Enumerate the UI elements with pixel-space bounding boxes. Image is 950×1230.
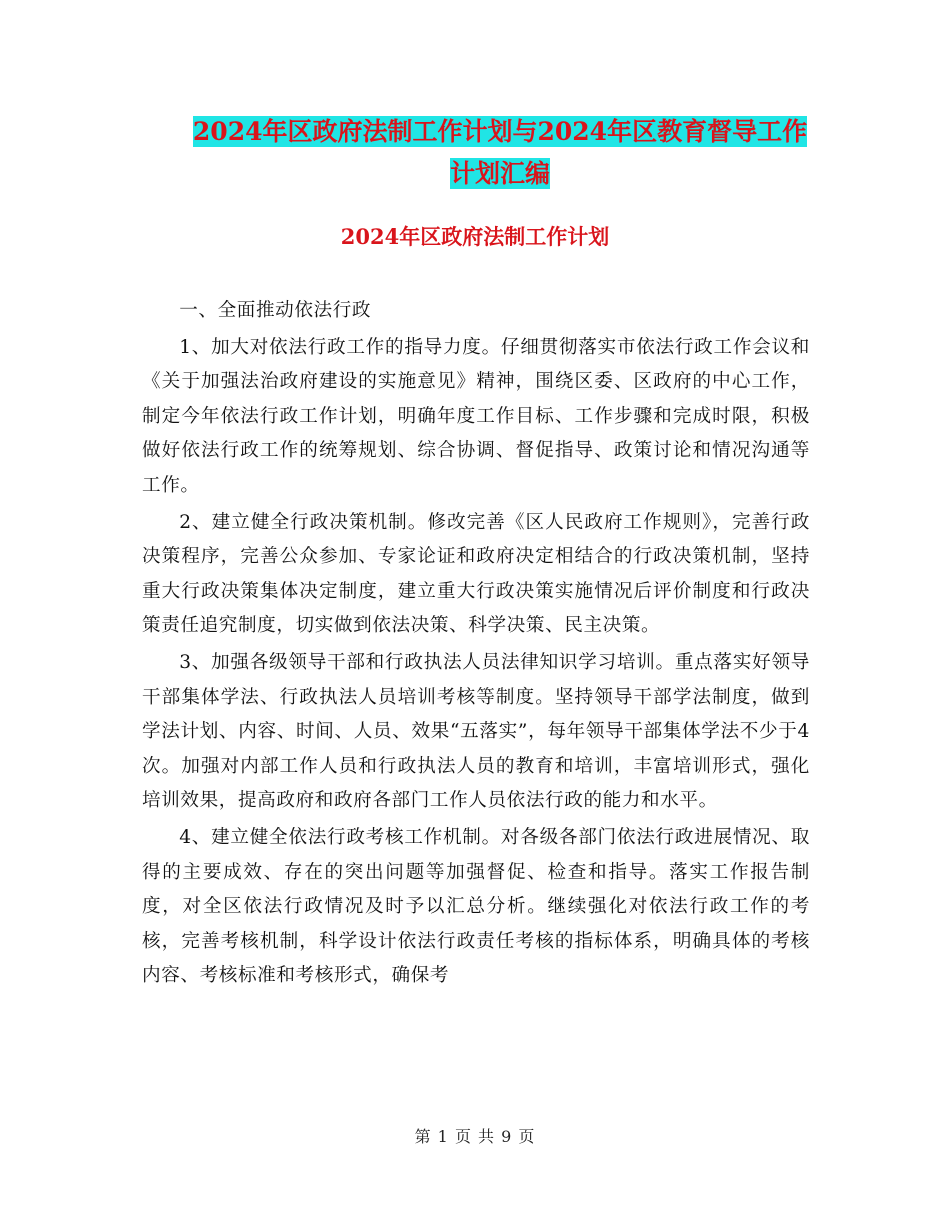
document-title-line-1: 2024年区政府法制工作计划与2024年区教育督导工作 (192, 117, 808, 146)
document-body (142, 294, 810, 996)
page-footer: 第 1 页 共 9 页 (414, 1127, 536, 1146)
document-title-line-2: 计划汇编 (449, 159, 550, 188)
paragraph-4: 4、建立健全依法行政考核工作机制。对各级各部门依法行政进展情况、取得的主要成效、存在的突出问题等加强督促、检查和指导。落实工作报告制度，对全区依法行政情况及时予以汇总分析。继续强化对依法行政工作的考核，完善考核机制，科学设计依法行政责任考核的指标体系，明确具体的考核内容、考核标准和考核形式，确保考 (142, 826, 810, 987)
paragraph-2: 2、建立健全行政决策机制。修改完善《区人民政府工作规则》，完善行政决策程序，完善公众参加、专家论证和政府决定相结合的行政决策机制，坚持重大行政决策集体决定制度，建立重大行政决策实施情况后评价制度和行政决策责任追究制度，切实做到依法决策、科学决策、民主决策。 (142, 511, 810, 637)
paragraph-1: 1、加大对依法行政工作的指导力度。仔细贯彻落实市依法行政工作会议和《关于加强法治政府建设的实施意见》精神，围绕区委、区政府的中心工作，制定今年依法行政工作计划，明确年度工作目标、工作步骤和完成时限，积极做好依法行政工作的统筹规划、综合协调、督促指导、政策讨论和情况沟通等工作。 (142, 336, 810, 496)
heading-paragraph: 一、全面推动依法行政 (179, 300, 372, 321)
paragraph-3: 3、加强各级领导干部和行政执法人员法律知识学习培训。重点落实好领导干部集体学法、行政执法人员培训考核等制度。坚持领导干部学法制度，做到学法计划、内容、时间、人员、效果“五落实”，每年领导干部集体学法不少于4次。加强对内部工作人员和行政执法人员的教育和培训，丰富培训形式，强化培训效果，提高政府和政府各部门工作人员依法行政的能力和水平。 (142, 651, 810, 812)
section-title: 2024年区政府法制工作计划 (340, 224, 610, 249)
document-title (120, 111, 880, 195)
